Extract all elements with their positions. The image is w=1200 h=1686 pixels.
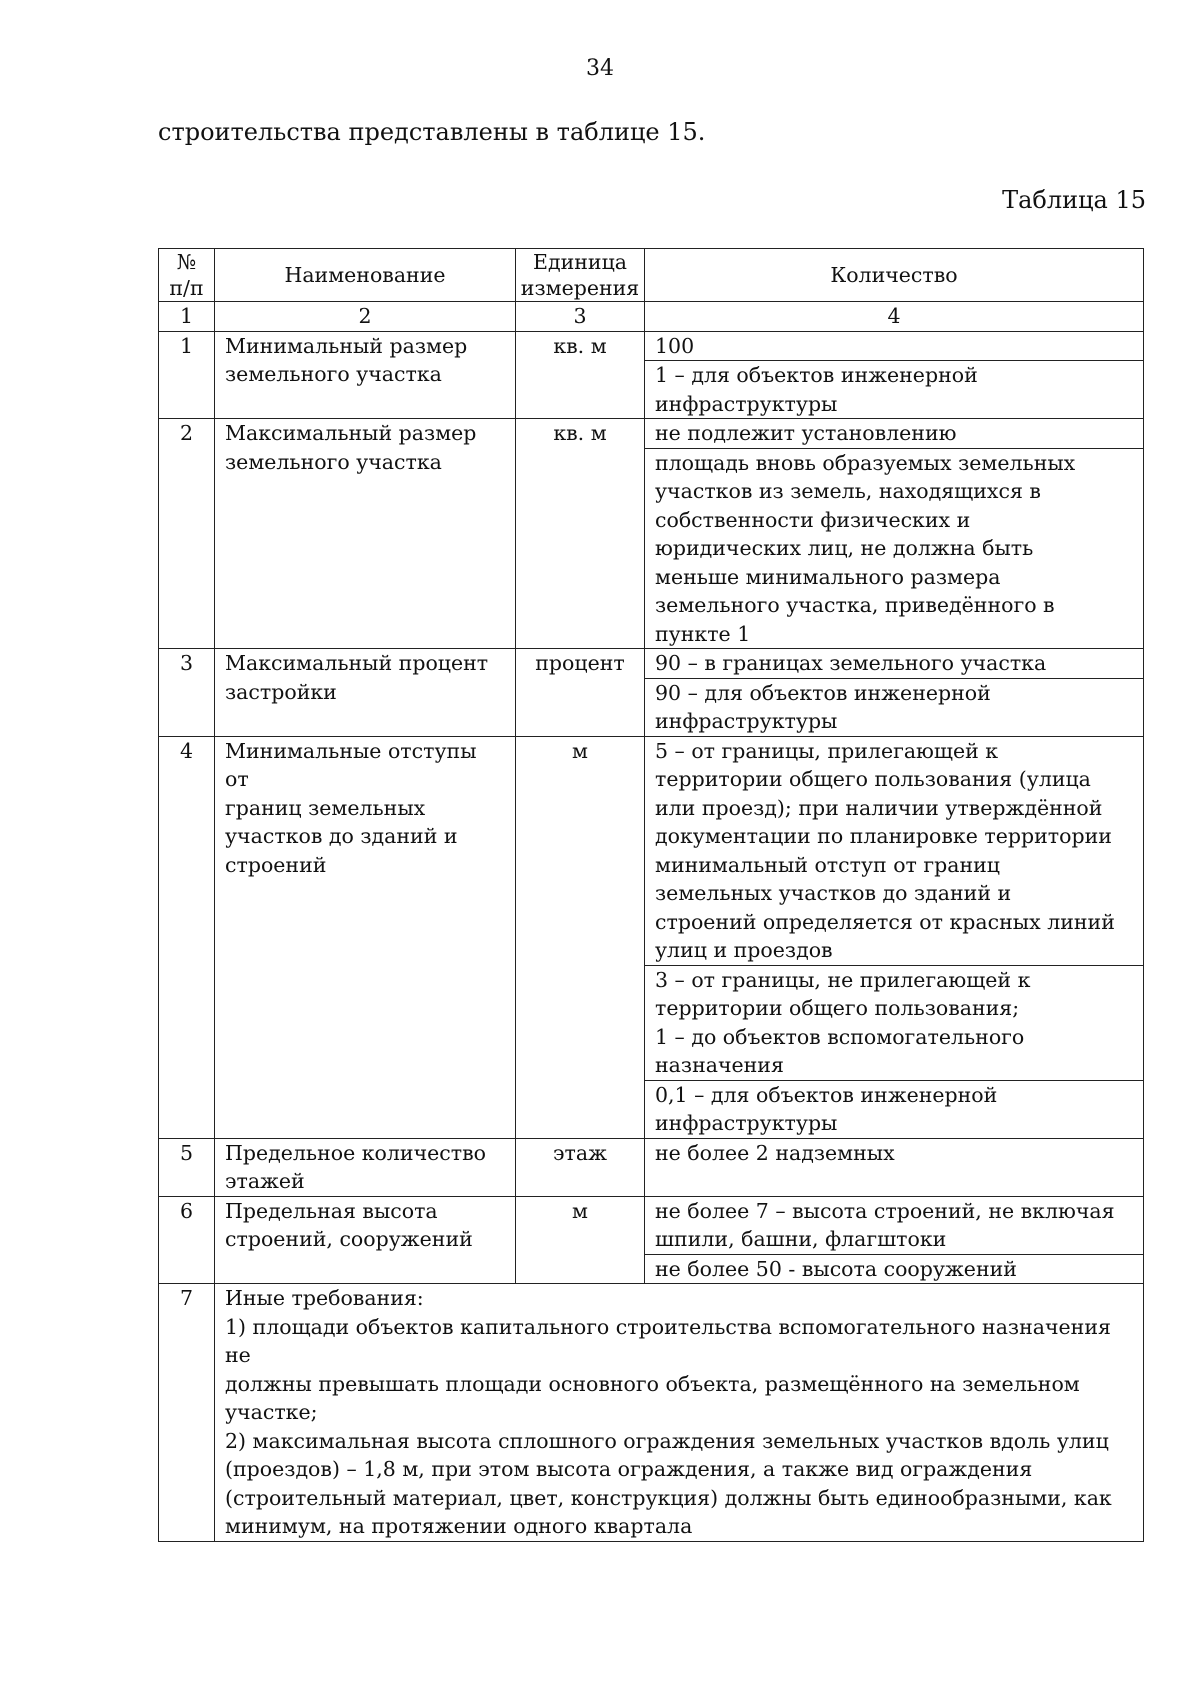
row-name	[215, 1138, 516, 1196]
quantity-line: участков из земель, находящихся в	[655, 479, 1041, 503]
row-name-line: застройки	[225, 679, 337, 704]
quantity-line: инфраструктуры	[655, 391, 838, 416]
row-name	[215, 1196, 516, 1284]
quantity-line: пункте 1	[655, 621, 751, 646]
quantity-value	[645, 1139, 1143, 1168]
row-name	[215, 331, 516, 419]
table-row	[159, 736, 1144, 1138]
row-quantity	[645, 1196, 1144, 1284]
quantity-value	[645, 737, 1143, 966]
other-requirements-row	[159, 1284, 1144, 1542]
row-quantity	[645, 419, 1144, 649]
quantity-value	[645, 419, 1143, 449]
quantity-value	[645, 966, 1143, 1081]
row-number: 3	[159, 649, 215, 737]
row-number: 5	[159, 1138, 215, 1196]
row-number: 7	[159, 1284, 215, 1542]
quantity-line: не подлежит установлению	[655, 421, 957, 445]
row-name-line: Предельное количество	[225, 1140, 486, 1165]
header-qty: Количество	[645, 249, 1144, 302]
index-cell: 1	[159, 302, 215, 332]
quantity-line: или проезд); при наличии утверждённой	[655, 795, 1103, 820]
quantity-line: не более 2 надземных	[655, 1140, 895, 1165]
header-unit-line: Единица	[533, 250, 627, 274]
quantity-line: 3 – от границы, не прилегающей к	[655, 967, 1031, 992]
row-number: 4	[159, 736, 215, 1138]
other-requirements-line: (строительный материал, цвет, конструкция) должны быть единообразными, как	[225, 1485, 1112, 1510]
row-unit: процент	[516, 649, 645, 737]
header-unit	[516, 249, 645, 302]
header-unit-line: измерения	[520, 276, 640, 300]
quantity-value	[645, 361, 1143, 418]
other-requirements-line: участке;	[225, 1400, 318, 1424]
row-name-line: земельного участка	[225, 362, 442, 386]
quantity-line: инфраструктуры	[655, 709, 838, 733]
index-row	[159, 302, 1144, 332]
row-name-line: Максимальный размер	[225, 421, 477, 445]
row-name-line: строений, сооружений	[225, 1227, 473, 1251]
row-unit: кв. м	[516, 419, 645, 649]
quantity-line: документации по планировке территории	[655, 824, 1112, 848]
quantity-line: не более 50 - высота сооружений	[655, 1256, 1017, 1281]
other-requirements-line: (проездов) – 1,8 м, при этом высота ограждения, а также вид ограждения	[225, 1457, 1033, 1481]
other-requirements-line: 1) площади объектов капитального строительства вспомогательного назначения не	[225, 1314, 1111, 1367]
other-requirements-line: минимум, на протяжении одного квартала	[225, 1514, 693, 1538]
quantity-line: назначения	[655, 1053, 784, 1077]
quantity-value	[645, 1255, 1143, 1284]
index-cell: 2	[215, 302, 516, 332]
quantity-line: меньше минимального размера	[655, 564, 1001, 589]
header-num-line: п/п	[169, 276, 204, 300]
quantity-line: минимальный отступ от границ	[655, 852, 1000, 877]
quantity-line: инфраструктуры	[655, 1111, 838, 1135]
table-row	[159, 331, 1144, 419]
table-row	[159, 419, 1144, 649]
other-requirements-line: 2) максимальная высота сплошного ограждения земельных участков вдоль улиц	[225, 1428, 1109, 1453]
row-number: 6	[159, 1196, 215, 1284]
quantity-line: улиц и проездов	[655, 938, 833, 962]
table-header	[159, 249, 1144, 302]
quantity-line: 100	[655, 333, 695, 358]
requirements-table	[158, 248, 1144, 1542]
row-name	[215, 736, 516, 1138]
table-body	[159, 302, 1144, 1542]
quantity-line: 1 – до объектов вспомогательного	[655, 1024, 1025, 1049]
other-requirements-line: должны превышать площади основного объекта, размещённого на земельном	[225, 1371, 1080, 1396]
row-name-line: Максимальный процент	[225, 651, 489, 675]
quantity-line: 90 – в границах земельного участка	[655, 651, 1047, 675]
row-name-line: Предельная высота	[225, 1198, 438, 1223]
row-unit: м	[516, 736, 645, 1138]
header-name: Наименование	[215, 249, 516, 302]
row-quantity	[645, 736, 1144, 1138]
quantity-line: собственности физических и	[655, 507, 971, 532]
table-row	[159, 1196, 1144, 1284]
table-row	[159, 649, 1144, 737]
quantity-line: 0,1 – для объектов инженерной	[655, 1082, 998, 1107]
intro-text: строительства представлены в таблице 15.	[158, 118, 706, 146]
quantity-line: 1 – для объектов инженерной	[655, 363, 978, 387]
row-number: 1	[159, 331, 215, 419]
row-quantity	[645, 331, 1144, 419]
other-requirements-line: Иные требования:	[225, 1286, 424, 1310]
quantity-line: 90 – для объектов инженерной	[655, 680, 991, 705]
row-quantity	[645, 649, 1144, 737]
quantity-value	[645, 649, 1143, 679]
quantity-line: 5 – от границы, прилегающей к	[655, 738, 999, 763]
row-name-line: Минимальные отступы от	[225, 738, 477, 791]
quantity-line: территории общего пользования (улица	[655, 767, 1091, 791]
quantity-line: строений определяется от красных линий	[655, 909, 1115, 934]
row-name-line: этажей	[225, 1169, 305, 1193]
header-row	[159, 249, 1144, 302]
header-num	[159, 249, 215, 302]
row-unit: этаж	[516, 1138, 645, 1196]
row-name-line: участков до зданий и	[225, 824, 458, 848]
row-unit: м	[516, 1196, 645, 1284]
table-row	[159, 1138, 1144, 1196]
row-unit: кв. м	[516, 331, 645, 419]
quantity-value	[645, 332, 1143, 362]
row-quantity	[645, 1138, 1144, 1196]
quantity-value	[645, 679, 1143, 736]
row-name-line: Минимальный размер	[225, 333, 468, 358]
row-name-line: земельного участка	[225, 449, 442, 474]
row-name	[215, 419, 516, 649]
header-num-line: №	[176, 250, 197, 274]
quantity-value	[645, 1197, 1143, 1255]
quantity-line: территории общего пользования;	[655, 996, 1020, 1020]
index-cell: 3	[516, 302, 645, 332]
other-requirements-text	[215, 1284, 1144, 1542]
row-name-line: строений	[225, 852, 327, 877]
page-number: 34	[586, 56, 614, 81]
quantity-line: земельного участка, приведённого в	[655, 593, 1055, 617]
quantity-line: юридических лиц, не должна быть	[655, 536, 1034, 560]
quantity-line: площадь вновь образуемых земельных	[655, 450, 1076, 475]
row-name	[215, 649, 516, 737]
quantity-value	[645, 449, 1143, 649]
row-name-line: границ земельных	[225, 795, 426, 820]
quantity-line: шпили, башни, флагштоки	[655, 1227, 947, 1251]
quantity-line: земельных участков до зданий и	[655, 881, 1012, 905]
index-cell: 4	[645, 302, 1144, 332]
quantity-value	[645, 1081, 1143, 1138]
quantity-line: не более 7 – высота строений, не включая	[655, 1198, 1115, 1223]
row-number: 2	[159, 419, 215, 649]
table-caption: Таблица 15	[1002, 186, 1146, 214]
